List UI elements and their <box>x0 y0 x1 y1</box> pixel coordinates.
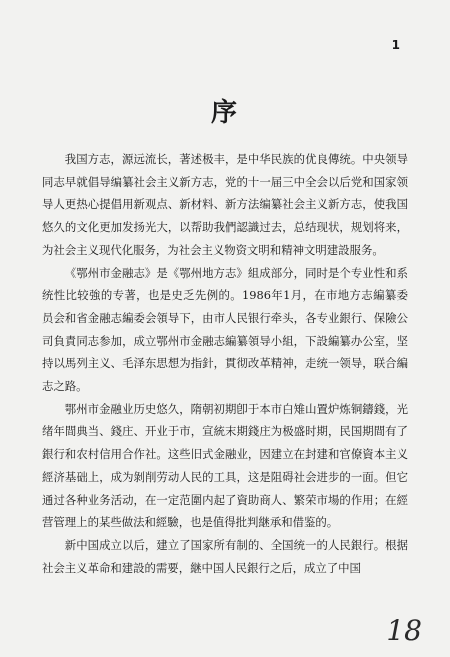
paragraph-3: 鄂州市金融业历史悠久，隋朝初期卽于本市白雉山置炉炼铜鑄錢，光绪年間典当、錢庄、开业于市，宣統末期錢庄为极盛时期，民国期間有了銀行和农村信用合作社。这些旧式金融业，因建立在封建和官僚資本主义經济基础上，成为剝削劳动人民的工具，这是阻碍社会进步的一面。但它通过各种业务活动，在一定范圍内起了資助商人、繁荣市場的作用；在經营管理上的某些做法和經驗，也是值得批判継承和借鉴的。 <box>42 401 408 530</box>
preface-body <box>42 148 408 579</box>
handwritten-page-note: 18 <box>386 614 422 647</box>
paragraph-4: 新中国成立以后，建立了国家所有制的、全国统一的人民銀行。根据社会主义革命和建設的需要，継中国人民銀行之后，成立了中国 <box>42 537 408 575</box>
paragraph-2: 《鄂州市金融志》是《鄂州地方志》組成部分，同时是个专业性和系统性比较強的专著，也是史乏先例的。1986年1月，在市地方志編纂委员会和省金融志編委会領导下，由市人民银行牵头，各专业銀行、保險公司負責同志参加，成立鄂州市金融志編纂領导小組，下設編纂办公室，坚持以馬列主义、毛泽东思想为指針，貫彻改革精神，走统一领导，联合編志之路。 <box>42 265 408 394</box>
paragraph-1: 我国方志，源远流长，著述极丰，是中华民族的优良傳统。中央领导同志早就倡导编纂社会主义新方志，党的十一届三中全会以后党和国家领导人更热心提倡用新观点、新材料、新方法编纂社会主义新方志，使我国悠久的文化更加发扬光大，以帮助我們認識过去，总结现状，规划将来，为社会主义现代化服务，为社会主义物资文明和精神文明建設服务。 <box>42 152 408 257</box>
page-title: 序 <box>210 98 239 128</box>
page-number: 1 <box>391 38 400 52</box>
